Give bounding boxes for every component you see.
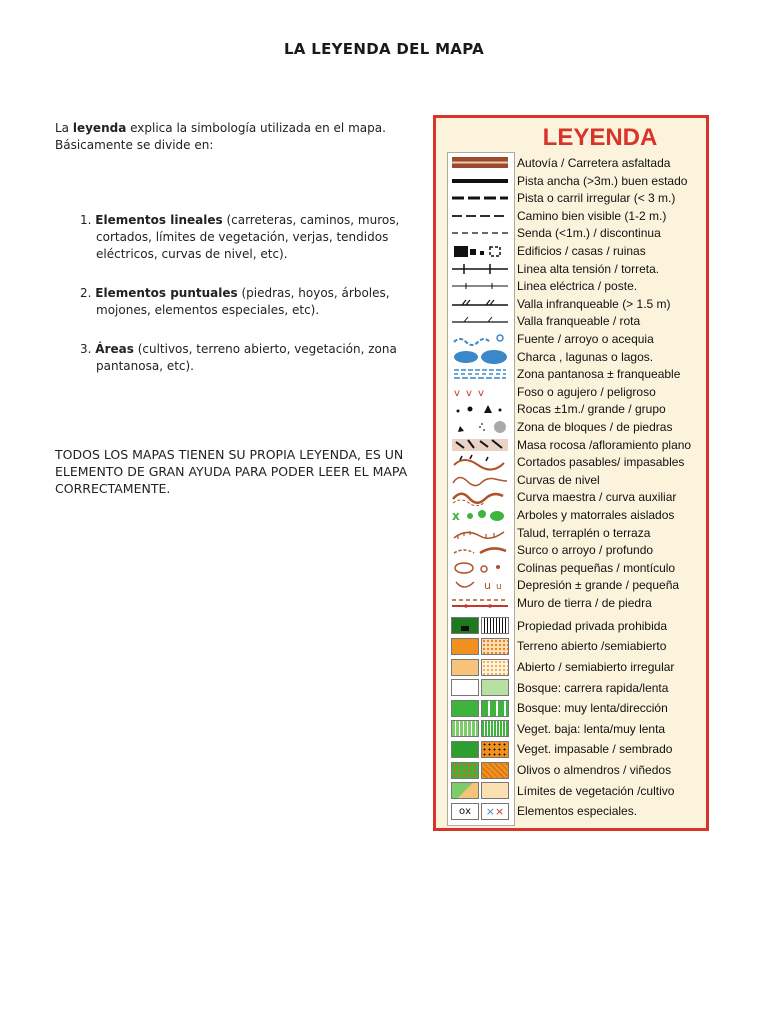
legend-area-label: Veget. baja: lenta/muy lenta (517, 721, 666, 736)
legend-row (436, 383, 706, 401)
legend-symbol (448, 154, 512, 172)
legend-symbol-buildings-icon (450, 242, 510, 260)
legend-label: Zona de bloques / de piedras (517, 420, 673, 434)
legend-area-symbol (448, 780, 512, 801)
legend-symbol-bank-icon (450, 524, 510, 542)
list-text: (piedras, hoyos, árboles, mojones, elementos especiales, etc). (96, 286, 390, 317)
legend-area-label: Propiedad privada prohibida (517, 618, 668, 633)
list-text: (carreteras, caminos, muros, cortados, límites de vegetación, verjas, tendidos eléctricos, curvas de nivel, etc). (96, 213, 400, 261)
legend-area-label: Olivos o almendros / viñedos (517, 763, 672, 778)
legend-label: Depresión ± grande / pequeña (517, 578, 680, 593)
legend-symbol (448, 312, 512, 330)
legend-area-symbol (448, 616, 512, 637)
area-swatch-a (451, 617, 479, 634)
legend-label: Pista o carril irregular (< 3 m.) (517, 191, 676, 206)
legend-label: Zona pantanosa ± franqueable (517, 367, 681, 382)
legend-symbol (448, 436, 512, 454)
legend-symbol-pit-icon (450, 383, 510, 401)
legend-symbol (448, 348, 512, 366)
legend-label: Linea eléctrica / poste. (517, 279, 638, 294)
area-swatch-a: o x (451, 803, 479, 820)
area-swatch-b (481, 782, 509, 799)
legend-row (436, 559, 706, 577)
legend-symbol (448, 471, 512, 489)
legend-area-symbol (448, 719, 512, 740)
list-number: 2. (80, 286, 92, 300)
legend-row (436, 524, 706, 542)
legend-label: Camino bien visible (1-2 m.) (517, 208, 667, 223)
legend-row (436, 488, 706, 506)
legend-area-row (436, 636, 706, 657)
svg-text:u: u (496, 582, 502, 593)
element-types-list (72, 212, 417, 397)
legend-label: Charca , lagunas o lagos. (517, 349, 654, 364)
legend-symbol (448, 242, 512, 260)
legend-label: Senda (<1m.) / discontinua (517, 226, 661, 241)
legend-row (436, 277, 706, 295)
legend-area-label: Límites de vegetación /cultivo (517, 783, 675, 798)
area-swatch-b (481, 720, 509, 737)
legend-area-row (436, 801, 706, 822)
legend-row (436, 365, 706, 383)
legend-symbol-thick-icon (450, 172, 510, 190)
area-swatch-b (481, 617, 509, 634)
legend-row (436, 242, 706, 260)
legend-symbol-dashthin-icon (450, 224, 510, 242)
legend-area-label: Bosque: muy lenta/dirección (517, 701, 668, 716)
legend-label: Pista ancha (>3m.) buen estado (517, 173, 688, 188)
legend-label: Foso o agujero / peligroso (517, 384, 656, 399)
legend-area-symbol (448, 698, 512, 719)
legend-label: Autovía / Carretera asfaltada (517, 156, 671, 170)
legend-title: LEYENDA (542, 124, 658, 151)
legend-symbol-dashthick-icon (450, 189, 510, 207)
legend-area-symbol (448, 636, 512, 657)
area-swatch-a (451, 720, 479, 737)
legend-row (436, 348, 706, 366)
legend-symbol (448, 418, 512, 436)
legend-label: Surco o arroyo / profundo (517, 543, 654, 558)
legend-symbol-fence-icon (450, 295, 510, 313)
intro-post: explica la simbología utilizada en el mapa. Básicamente se divide en: (55, 121, 386, 152)
legend-area-label: Elementos especiales. (517, 804, 638, 819)
legend-area-symbol (448, 657, 512, 678)
legend-area-symbol (448, 801, 512, 822)
legend-label: Muro de tierra / de piedra (517, 596, 652, 610)
legend-symbol-gully-icon (450, 541, 510, 559)
legend-symbol (448, 260, 512, 278)
legend-area-row (436, 760, 706, 781)
legend-symbol-dash-icon (450, 207, 510, 225)
area-swatch-b (481, 659, 509, 676)
intro-bold-term: leyenda (72, 121, 127, 135)
legend-symbol (448, 506, 512, 524)
legend-row (436, 453, 706, 471)
area-swatch-a (451, 741, 479, 758)
list-item (72, 285, 417, 319)
list-term: Elementos puntuales (95, 286, 238, 300)
legend-symbol (448, 576, 512, 594)
area-swatch-b (481, 700, 509, 717)
legend-label: Masa rocosa /afloramiento plano (517, 437, 692, 452)
legend-row (436, 330, 706, 348)
area-swatch-a (451, 700, 479, 717)
area-swatch-b (481, 638, 509, 655)
legend-area-symbol (448, 739, 512, 760)
intro-pre: La (55, 121, 73, 135)
legend-symbol (448, 524, 512, 542)
page-title: LA LEYENDA DEL MAPA (283, 40, 485, 58)
intro-paragraph (55, 120, 415, 154)
area-swatch-a (451, 782, 479, 799)
list-item (72, 212, 417, 263)
legend-row (436, 576, 706, 594)
legend-symbol (448, 400, 512, 418)
legend-area-row (436, 739, 706, 760)
legend-symbol (448, 453, 512, 471)
legend-row (436, 172, 706, 190)
legend-row (436, 541, 706, 559)
legend-label: Curvas de nivel (517, 472, 600, 487)
svg-text:v: v (478, 387, 484, 399)
legend-symbol-lake-icon (450, 348, 510, 366)
legend-symbol (448, 277, 512, 295)
legend-row (436, 471, 706, 489)
legend-symbol-wall-icon (450, 594, 510, 612)
legend-row (436, 295, 706, 313)
legend-symbol-stream-icon (450, 330, 510, 348)
legend-symbol-road-icon (450, 154, 510, 172)
area-swatch-b: × × (481, 803, 509, 820)
list-number: 3. (80, 342, 92, 356)
legend-symbol (448, 383, 512, 401)
legend-symbol (448, 559, 512, 577)
legend-symbol (448, 594, 512, 612)
legend-symbol (448, 295, 512, 313)
legend-label: Linea alta tensión / torreta. (517, 261, 660, 276)
legend-symbol (448, 189, 512, 207)
legend-area-label: Abierto / semiabierto irregular (517, 660, 675, 675)
legend-area-label: Veget. impasable / sembrado (517, 742, 673, 757)
legend-symbol-power2-icon (450, 277, 510, 295)
legend-label: Curva maestra / curva auxiliar (517, 490, 677, 505)
legend-row (436, 312, 706, 330)
legend-row (436, 224, 706, 242)
map-legend-panel (433, 115, 709, 831)
legend-symbol-contour-icon (450, 471, 510, 489)
legend-row (436, 436, 706, 454)
legend-symbol-knoll-icon (450, 559, 510, 577)
legend-area-symbol (448, 760, 512, 781)
area-swatch-a (451, 762, 479, 779)
legend-symbol (448, 224, 512, 242)
list-term: Elementos lineales (95, 213, 223, 227)
legend-symbol-trees-icon (450, 506, 510, 524)
legend-symbol (448, 207, 512, 225)
legend-symbol-depression-icon (450, 576, 510, 594)
legend-row (436, 189, 706, 207)
legend-symbol-marsh-icon (450, 365, 510, 383)
legend-row (436, 207, 706, 225)
legend-area-symbol (448, 677, 512, 698)
svg-text:x: x (452, 509, 460, 523)
svg-text:u: u (484, 579, 491, 593)
legend-area-label: Bosque: carrera rapida/lenta (517, 680, 669, 695)
area-swatch-a (451, 679, 479, 696)
legend-row (436, 400, 706, 418)
legend-area-row (436, 719, 706, 740)
legend-symbol-boulders-icon (450, 418, 510, 436)
legend-symbol (448, 365, 512, 383)
area-swatch-a (451, 638, 479, 655)
legend-symbol-fence2-icon (450, 312, 510, 330)
legend-label: Talud, terraplén o terraza (517, 525, 651, 540)
legend-area-row (436, 780, 706, 801)
area-swatch-b (481, 741, 509, 758)
legend-area-row (436, 677, 706, 698)
legend-label: Colinas pequeñas / montículo (517, 560, 676, 575)
legend-symbol-rockmass-icon (450, 436, 510, 454)
list-number: 1. (80, 213, 92, 227)
legend-symbol-rocks-icon (450, 400, 510, 418)
legend-row (436, 594, 706, 612)
legend-row (436, 154, 706, 172)
list-item (72, 341, 417, 375)
legend-row (436, 506, 706, 524)
legend-symbol (448, 488, 512, 506)
legend-label: Valla infranqueable (> 1.5 m) (517, 296, 671, 311)
legend-label: Rocas ±1m./ grande / grupo (517, 402, 666, 417)
legend-row (436, 260, 706, 278)
legend-symbol-cliff-icon (450, 453, 510, 471)
legend-label: Arboles y matorrales aislados (517, 508, 675, 522)
svg-text:v: v (454, 387, 460, 399)
svg-text:v: v (466, 387, 472, 399)
legend-row (436, 418, 706, 436)
legend-area-row (436, 616, 706, 637)
legend-symbol-contour2-icon (450, 488, 510, 506)
legend-area-row (436, 698, 706, 719)
area-swatch-b (481, 762, 509, 779)
list-term: Áreas (95, 342, 134, 356)
legend-label: Valla franqueable / rota (517, 314, 641, 329)
legend-symbol (448, 330, 512, 348)
legend-symbol-power-icon (450, 260, 510, 278)
area-swatch-b (481, 679, 509, 696)
legend-label: Cortados pasables/ impasables (517, 455, 685, 470)
legend-symbol (448, 172, 512, 190)
list-text: (cultivos, terreno abierto, vegetación, zona pantanosa, etc). (96, 342, 397, 373)
legend-label: Fuente / arroyo o acequia (517, 332, 654, 346)
legend-label: Edificios / casas / ruinas (517, 244, 646, 258)
legend-area-label: Terreno abierto /semiabierto (517, 639, 667, 654)
area-swatch-a (451, 659, 479, 676)
legend-area-row (436, 657, 706, 678)
footer-note: TODOS LOS MAPAS TIENEN SU PROPIA LEYENDA, ES UN ELEMENTO DE GRAN AYUDA PARA PODER LEER EL MAPA CORRECTAMENTE. (55, 447, 408, 496)
legend-symbol (448, 541, 512, 559)
